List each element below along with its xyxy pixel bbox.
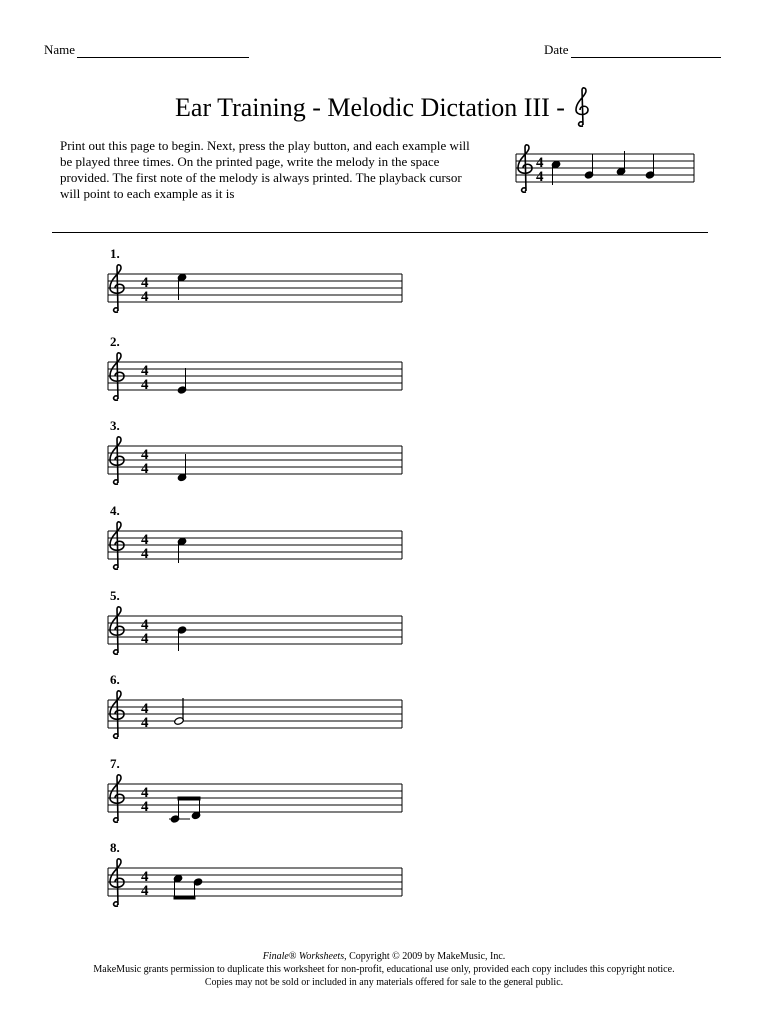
svg-text:4: 4 — [141, 289, 149, 305]
beam — [174, 896, 195, 899]
example-number: 6. — [110, 672, 120, 687]
treble-clef-icon — [110, 775, 124, 822]
footer-brand: Finale® Worksheets — [262, 951, 345, 962]
svg-text:4: 4 — [141, 799, 149, 815]
example-7 — [100, 756, 410, 836]
example-1 — [100, 246, 410, 326]
svg-text:4: 4 — [141, 363, 149, 379]
example-3 — [100, 418, 410, 498]
treble-clef-icon — [110, 437, 124, 484]
svg-text:4: 4 — [141, 617, 149, 633]
answer-staff[interactable] — [100, 348, 410, 408]
svg-text:4: 4 — [141, 869, 149, 885]
answer-staff[interactable] — [100, 432, 410, 492]
time-sig-top: 4 — [536, 155, 544, 171]
treble-clef-icon — [518, 145, 532, 192]
time-sig-bottom: 4 — [536, 169, 544, 185]
svg-text:4: 4 — [141, 883, 149, 899]
beam — [178, 797, 200, 800]
answer-staff[interactable] — [100, 260, 410, 320]
name-label: Name — [44, 42, 76, 57]
svg-text:4: 4 — [141, 447, 149, 463]
example-number: 5. — [110, 588, 120, 603]
svg-text:4: 4 — [141, 715, 149, 731]
name-field[interactable] — [44, 42, 249, 58]
answer-staff[interactable] — [100, 770, 410, 830]
svg-text:4: 4 — [141, 275, 149, 291]
footer-line-1 — [0, 950, 768, 963]
answer-staff[interactable] — [100, 517, 410, 577]
sample-melody-staff — [510, 140, 700, 205]
footer-copyright: , Copyright © 2009 by MakeMusic, Inc. — [344, 951, 506, 962]
treble-clef-icon — [571, 86, 593, 130]
page-title: Ear Training - Melodic Dictation III - — [175, 93, 565, 122]
treble-clef-icon — [110, 859, 124, 906]
answer-staff[interactable] — [100, 686, 410, 746]
footer — [0, 950, 768, 989]
example-number: 2. — [110, 334, 120, 349]
footer-line-2: MakeMusic grants permission to duplicate this worksheet for non-profit, educational use only, provided each copy includes this copyright notice. — [93, 964, 675, 975]
svg-text:4: 4 — [141, 631, 149, 647]
svg-text:4: 4 — [141, 532, 149, 548]
example-number: 7. — [110, 756, 120, 771]
example-number: 3. — [110, 418, 120, 433]
example-8 — [100, 840, 410, 920]
date-field[interactable] — [544, 42, 721, 58]
svg-text:4: 4 — [141, 546, 149, 562]
section-divider — [52, 232, 708, 233]
name-blank-line[interactable] — [77, 43, 249, 58]
footer-line-3: Copies may not be sold or included in any materials offered for sale to the general public. — [204, 977, 564, 988]
example-4 — [100, 503, 410, 583]
svg-text:4: 4 — [141, 785, 149, 801]
svg-text:4: 4 — [141, 461, 149, 477]
example-6 — [100, 672, 410, 752]
example-number: 4. — [110, 503, 120, 518]
treble-clef-icon — [110, 691, 124, 738]
example-number: 1. — [110, 246, 120, 261]
example-number: 8. — [110, 840, 120, 855]
treble-clef-icon — [110, 265, 124, 312]
example-5 — [100, 588, 410, 668]
date-label: Date — [544, 42, 569, 57]
treble-clef-icon — [110, 522, 124, 569]
answer-staff[interactable] — [100, 602, 410, 662]
date-blank-line[interactable] — [571, 43, 721, 58]
instructions-text: Print out this page to begin. Next, press the play button, and each example will be played three times. On the printed page, write the melody in the space provided. The first note of the melody is always printed. The playback cursor will point to each example as it is — [60, 138, 470, 201]
answer-staff[interactable] — [100, 854, 410, 914]
page-title-row — [0, 86, 768, 130]
example-2 — [100, 334, 410, 414]
svg-text:4: 4 — [141, 377, 149, 393]
treble-clef-icon — [110, 353, 124, 400]
treble-clef-icon — [110, 607, 124, 654]
svg-text:4: 4 — [141, 701, 149, 717]
